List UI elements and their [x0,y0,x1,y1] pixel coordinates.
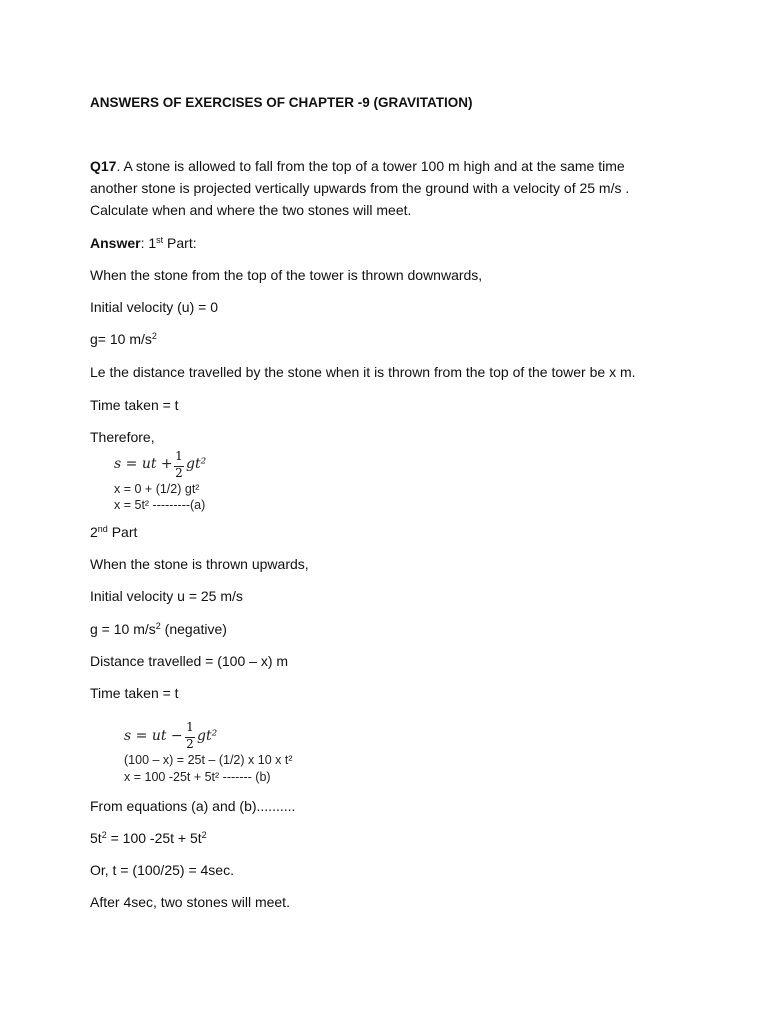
part2-heading [90,521,137,543]
part1-time: Time taken = t [90,397,179,413]
part2-gravity-sup: 2 [155,621,161,631]
conclusion-from-equations: From equations (a) and (b).......... [90,798,296,814]
eq-b-fraction-numerator: 1 [186,720,194,734]
eq-b-line3: x = 100 -25t + 5t² ------- (b) [124,770,271,784]
conclusion-eq-prefix: 5t [90,830,102,846]
conclusion-final: After 4sec, two stones will meet. [90,894,290,910]
conclusion-eq-sup1: 2 [101,830,107,840]
answer-label: Answer [90,235,141,251]
eq-a-fraction-numerator: 1 [175,449,183,463]
eq-b-rhs: gt² [197,728,218,744]
question-paragraph [90,155,670,221]
conclusion-solve: Or, t = (100/25) = 4sec. [90,862,234,878]
part1-distance: Le the distance travelled by the stone when it is thrown from the top of the tower be x m. [90,364,636,380]
part2-distance: Distance travelled = (100 – x) m [90,653,289,669]
part1-gravity-sup: 2 [151,331,157,341]
eq-a-fraction-denominator: 2 [175,466,183,480]
part2-intro: When the stone is thrown upwards, [90,556,309,572]
part2-time: Time taken = t [90,685,179,701]
part1-gravity-text: g= 10 m/s [90,331,152,347]
conclusion-eq-mid: = 100 -25t + 5t [106,830,202,846]
part2-gravity-text: g = 10 m/s [90,621,156,637]
part2-heading-suffix: Part [107,524,138,540]
part2-heading-sup: nd [97,524,108,534]
part1-therefore: Therefore, [90,429,155,445]
eq-b-lhs: s = ut − [124,728,183,744]
eq-a-line2: x = 0 + (1/2) gt² [114,482,200,496]
part1-intro: When the stone from the top of the tower is thrown downwards, [90,267,483,283]
answer-part-sup: st [156,235,164,245]
eq-b-fraction-denominator: 2 [186,737,194,751]
question-text: . A stone is allowed to fall from the top of a tower 100 m high and at the same time another stone is projected vertically upwards from the ground with a velocity of 25 m/s . Calculate when and where the two stones will meet. [90,158,630,218]
part1-gravity [90,328,157,350]
eq-a-rhs: gt² [186,456,207,472]
answer-part-prefix: : 1 [140,235,157,251]
part2-gravity [90,618,227,640]
document-title: ANSWERS OF EXERCISES OF CHAPTER -9 (GRAVITATION) [90,95,473,110]
question-label: Q17 [90,158,117,174]
conclusion-eq-sup2: 2 [201,830,207,840]
part2-gravity-suffix: (negative) [160,621,227,637]
eq-a-lhs: s = ut + [114,456,173,472]
part1-initial-velocity: Initial velocity (u) = 0 [90,299,218,315]
answer-part-suffix: Part: [163,235,197,251]
conclusion-equation [90,827,207,849]
answer-heading [90,232,197,254]
part2-heading-prefix: 2 [90,524,98,540]
eq-b-line2: (100 – x) = 25t – (1/2) x 10 x t² [124,753,293,767]
part2-initial-velocity: Initial velocity u = 25 m/s [90,588,243,604]
eq-a-line3: x = 5t² ---------(a) [114,498,206,512]
